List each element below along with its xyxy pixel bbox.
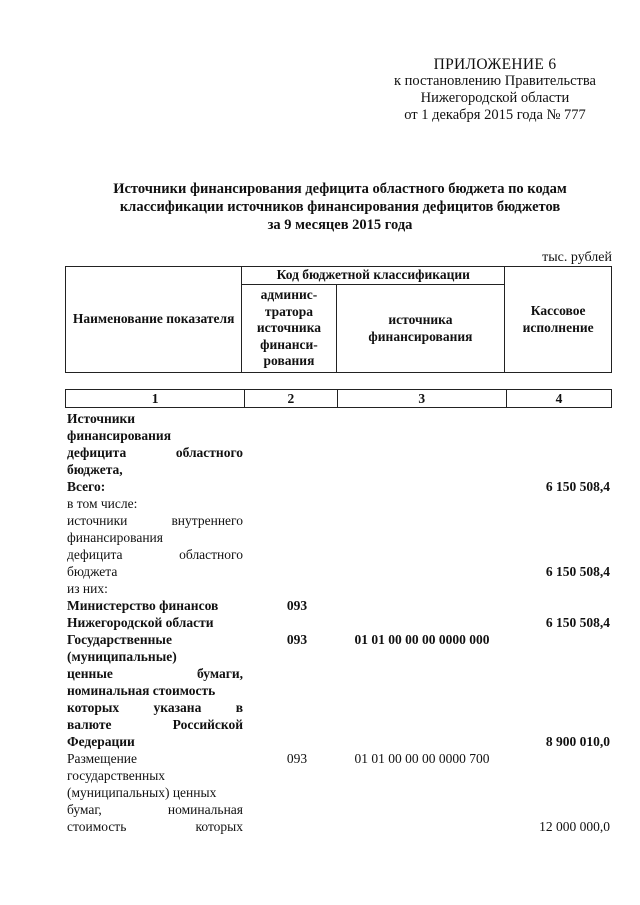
row-amount: 8 900 010,0 [545,734,610,749]
document-title [70,180,610,234]
row-name-line: дефицита областного [67,547,243,562]
appendix-line: от 1 декабря 2015 года № 777 [404,107,586,123]
row-name [67,410,243,495]
row-amount: 12 000 000,0 [539,819,610,834]
appendix-line: к постановлению Правительства [394,73,596,89]
header-code-group: Код бюджетной классификации [242,267,505,285]
header-admin: админис-тратора источника финанси-рования [242,285,336,373]
row-name [67,495,243,580]
row-name-line: дефицита областного [67,445,243,460]
row-amount: 6 150 508,4 [545,615,610,630]
column-number: 2 [245,390,337,408]
column-numbers-row [65,389,612,408]
row-name-line: (муниципальных) ценных [67,785,217,800]
column-number: 3 [337,390,506,408]
row-source-code: 01 01 00 00 00 0000 700 [354,751,490,766]
row-name-line: Источники [67,411,136,426]
table-row [67,750,612,835]
title-line: Источники финансирования дефицита областного бюджета по кодам [113,181,567,197]
row-name-line: финансирования [67,428,172,443]
table-row [67,580,612,597]
header-amount: Кассовое исполнение [505,267,612,373]
row-name-line: стоимость которых [67,819,243,834]
row-name-line: ценные бумаги, [67,666,243,681]
table-row [67,495,612,580]
table-body [67,410,612,835]
row-name-line: Государственные [67,632,172,647]
row-admin-code: 093 [286,632,308,647]
row-name-line: Министерство финансов [67,598,219,613]
row-name [67,631,243,750]
unit-label: тыс. рублей [542,250,612,265]
row-name-line: бюджета [67,564,118,579]
row-name [67,580,243,597]
row-name-line: финансирования [67,530,163,545]
appendix-line: Нижегородской области [420,90,570,106]
table-header [65,266,612,373]
row-name-line: Федерации [67,734,135,749]
row-name-line: номинальная стоимость [67,683,216,698]
table-row [67,631,612,750]
row-name [67,750,243,835]
table-row [67,597,612,631]
title-line: классификации источников финансирования дефицитов бюджетов [119,199,561,215]
row-amount: 6 150 508,4 [545,479,610,494]
row-amount: 6 150 508,4 [545,564,610,579]
column-number: 4 [506,390,611,408]
row-name [67,597,243,631]
row-name-line: Нижегородской области [67,615,214,630]
appendix-block [380,56,610,124]
row-admin-code: 093 [286,598,308,613]
appendix-title: ПРИЛОЖЕНИЕ 6 [433,56,557,73]
row-name-line: из них: [67,581,108,596]
table-row [67,410,612,495]
row-name-line: источники внутреннего [67,513,243,528]
row-name-line: валюте Российской [67,717,243,732]
title-line: за 9 месяцев 2015 года [267,217,413,233]
row-name-line: (муниципальные) [67,649,177,664]
row-name-line: Всего: [67,479,106,494]
row-name-line: в том числе: [67,496,138,511]
row-source-code: 01 01 00 00 00 0000 000 [354,632,490,647]
row-name-line: бюджета, [67,462,123,477]
header-source: источника финансирования [336,285,505,373]
column-number: 1 [66,390,245,408]
row-name-line: бумаг, номинальная [67,802,243,817]
row-admin-code: 093 [286,751,308,766]
row-name-line: Размещение [67,751,138,766]
row-name-line: которых указана в [67,700,243,715]
header-name: Наименование показателя [66,267,242,373]
row-name-line: государственных [67,768,166,783]
